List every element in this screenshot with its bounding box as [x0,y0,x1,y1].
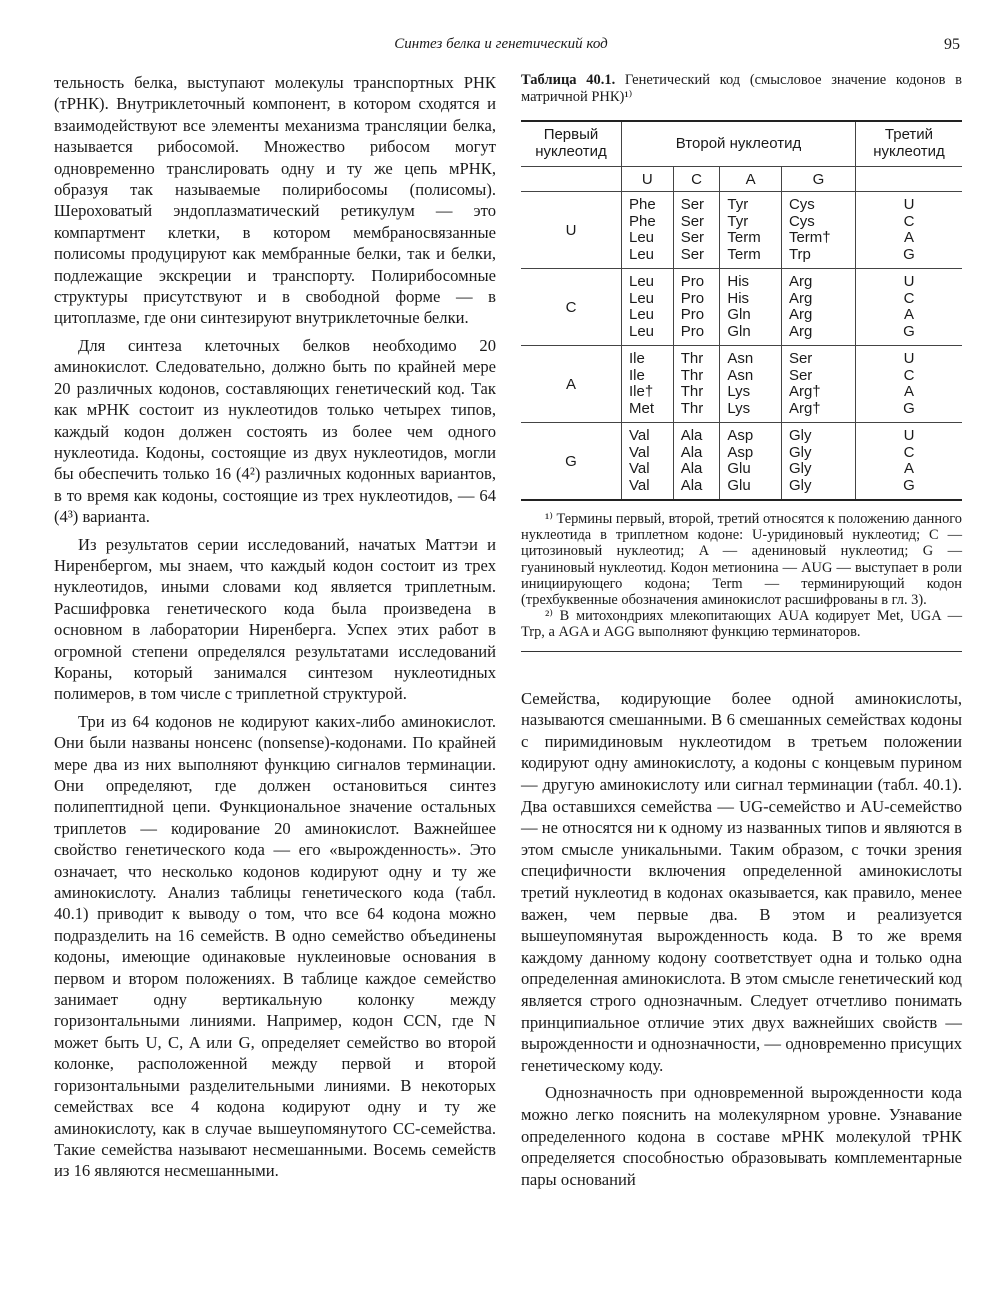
paragraph: тельность белка, выступают молекулы транспортных РНК (тРНК). Внутриклеточный компонент, в котором сходятся и взаимодействуют все элементы механизма трансляции белка, называется рибосомой. Множество рибосом могут одновременно транслировать одну и ту же цепь мРНК, образуя так называемые полирибосомы (полисомы). Шероховатый эндоплазматический ретикулум — это компартмент клетки, в котором мембраносвязанные полисомы продуцируют как мембранные белки, так и белки, подлежащие экскреции и транспорту. Полирибосомные структуры присутствуют и в свободной форме — в цитоплазме, где они синтезируют внутриклеточные белки. [54,73,496,328]
codon-group-row [521,192,962,269]
amino-acid-cell: His His Gln Gln [727,273,751,340]
paragraph: Семейства, кодирующие более одной аминокислоты, называются смешанными. В 6 смешанных семействах кодоны с пиримидиновым нуклеотидом в третьем положении кодируют одну аминокислоту, а кодоны с концевым пурином — другую аминокислоту или сигнал терминации (табл. 40.1). Два оставшихся семейства — UG-семейство и AU-семейство — не относятся ни к одному из названных типов и являются в этом смысле уникальными. Таким образом, с точки зрения специфичности включения определенной аминокислоты третий нуклеотид в кодонах оказывается, как правило, менее важен, чем первые два. В этом и реализуется вышеупомянутая вырожденность кода. В то же время каждому данному кодону соответствует одна и только одна определенная аминокислота. В этом смысле генетический код является строго однозначным. Следует отчетливо понимать принципиальное отличие этих двух важнейших свойств — вырожденности и однозначности, — одновременно присущих генетическому коду. [521,688,962,1075]
header-first-nucleotide: Первый нуклеотид [521,121,622,167]
first-nucleotide: A [521,346,622,423]
paragraph: Для синтеза клеточных белков необходимо 20 аминокислот. Следовательно, должно быть по крайней мере 20 различных кодонов, составляющих генетический код. Так как мРНК состоит из нуклеотидов только четырех типов, каждый кодон должен состоять из более чем одного нуклеотида. Кодоны, состоящие из двух нуклеотидов, могли бы обеспечить только 16 (4²) различных кодонных вариантов, в то время как кодоны, состоящие из трех нуклеотидов, — 64 (4³) варианта. [54,335,496,527]
paragraph: Три из 64 кодонов не кодируют каких-либо аминокислот. Они были названы нонсенс (nonsense)-кодонами. По крайней мере два из них выполняют функцию сигналов терминации. Они определяют, где должен остановиться синтез полипептидной цепи. Функциональное значение остальных триплетов — кодирование 20 аминокислот. Важнейшее свойство генетического кода — его «вырожденность». Это означает, что несколько кодонов кодируют одну и ту же аминокислоту. Анализ таблицы генетического кода (табл. 40.1) приводит к выводу о том, что все 64 кодона можно подразделить на 16 семейств. В одно семейство объединены кодоны, имеющие одинаковые нуклеиновые основания в первом и втором положениях. В таблице каждое семейство занимает одну вертикальную колонку между горизонтальными линиями. Например, кодон CCN, где N может быть U, C, A или G, определяет семейство во второй колонке, расположенной между первой и второй горизонтальными разделительными линиями. В некоторых семействах все 4 кодона кодируют одну и ту же аминокислоту, как в случае вышеупомянутого CC-семейства. Такие семейства называют несмешанными. Восемь семейств из 16 являются несмешанными. [54,711,496,1181]
third-nucleotide: U C A G [903,196,915,263]
table-caption-label: Таблица 40.1. [521,72,616,88]
genetic-code-table [521,120,962,501]
third-nucleotide: U C A G [903,273,915,340]
codon-group-row [521,269,962,346]
amino-acid-cell: Ser Ser Arg† Arg† [788,350,821,417]
second-letter: A [720,167,782,192]
running-header [0,36,1002,60]
page-number: 95 [944,36,960,53]
codon-group-row [521,423,962,501]
amino-acid-cell: Leu Leu Leu Leu [629,273,655,340]
right-body-text [521,688,962,1191]
footnote-1: ¹⁾ Термины первый, второй, третий относятся к положению данного нуклеотида в триплетном кодоне: U-уридиновый нуклеотид; C — цитозиновый нуклеотид; A — адениновый нуклеотид; G — гуаниновый нуклеотид. Кодон метионина — AUG — выступает в роли инициирующего кодона; Term — терминирующий кодон (трехбуквенные обозначения аминокислот расшифрованы в гл. 3). [521,511,962,609]
amino-acid-cell: Asn Asn Lys Lys [727,350,754,417]
amino-acid-cell: Pro Pro Pro Pro [680,273,705,340]
paragraph: Из результатов серии исследований, начатых Маттэи и Ниренбергом, мы знаем, что каждый кодон состоит из трех нуклеотидов, иными словами код является триплетным. Расшифровка генетического кода была произведена в основном в лаборатории Ниренберга. Успех этих работ в огромной степени определялся результатами исследований Кораны, который занимался синтезом нуклеотидных полимеров, в том числе с триплетной структурой. [54,534,496,704]
footnote-2: ²⁾ В митохондриях млекопитающих AUA кодирует Met, UGA — Trp, а AGA и AGG выполняют функцию терминаторов. [521,608,962,641]
table-caption-text: Генетический код (смысловое значение кодонов в матричной РНК)¹⁾ [521,72,963,105]
amino-acid-cell: Phe Phe Leu Leu [629,196,656,263]
first-nucleotide: U [521,192,622,269]
second-letter: C [673,167,720,192]
right-column [521,72,962,1190]
header-second-nucleotide: Второй нуклеотид [622,121,856,167]
divider [521,651,962,652]
amino-acid-cell: Arg Arg Arg Arg [788,273,813,340]
amino-acid-cell: Val Val Val Val [629,427,650,494]
left-column [54,72,496,1182]
third-nucleotide: U C A G [903,350,915,417]
second-letter: U [622,167,674,192]
second-letter: G [781,167,855,192]
table-footnotes [521,511,962,641]
amino-acid-cell: Cys Cys Term† Trp [788,196,831,263]
amino-acid-cell: Tyr Tyr Term Term [727,196,761,263]
header-third-nucleotide: Третий нуклеотид [856,121,963,167]
amino-acid-cell: Ile Ile Ile† Met [629,350,655,417]
third-nucleotide: U C A G [903,427,915,494]
first-nucleotide: C [521,269,622,346]
first-nucleotide: G [521,423,622,501]
amino-acid-cell: Asp Asp Glu Glu [727,427,754,494]
running-title: Синтез белка и генетический код [394,36,608,52]
amino-acid-cell: Thr Thr Thr Thr [680,350,704,417]
table-caption [521,72,962,106]
codon-group-row [521,346,962,423]
paragraph: Однозначность при одновременной вырожденности кода можно легко пояснить на молекулярном уровне. Узнавание определенного кодона в составе мРНК молекулой тРНК определяется способностью образовывать комплементарные пары оснований [521,1083,962,1189]
amino-acid-cell: Ala Ala Ala Ala [680,427,703,494]
amino-acid-cell: Gly Gly Gly Gly [788,427,812,494]
amino-acid-cell: Ser Ser Ser Ser [680,196,705,263]
